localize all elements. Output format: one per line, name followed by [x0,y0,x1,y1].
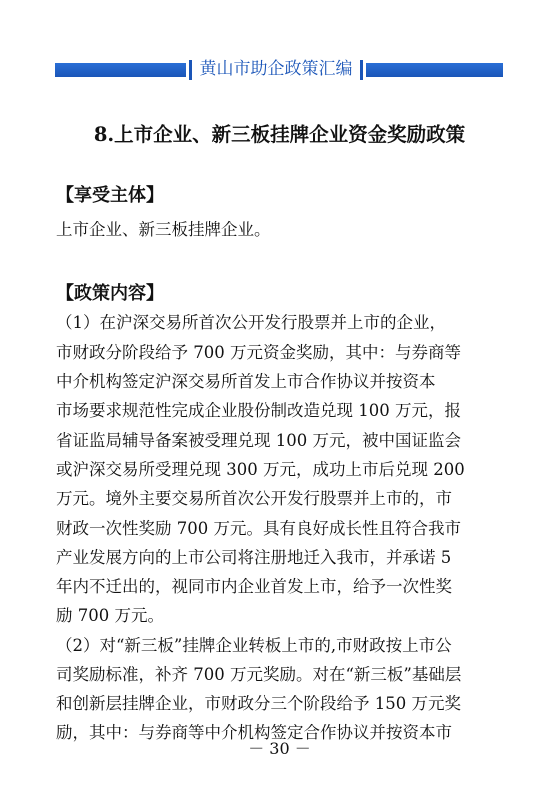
body-line: 或沪深交易所受理兑现 300 万元，成功上市后兑现 200 [56,460,465,479]
body-line: 市财政分阶段给予 700 万元资金奖励，其中：与券商等 [56,343,461,362]
body-line: （2）对“新三板”挂牌企业转板上市的,市财政按上市公 [56,636,452,655]
page-number: － 30 － [248,739,311,758]
section-heading-policy-content: 【政策内容】 [56,283,164,304]
body-line: 年内不迁出的，视同市内企业首发上市，给予一次性奖 [56,577,452,596]
body-line: 省证监局辅导备案被受理兑现 100 万元，被中国证监会 [56,431,461,450]
header-left-mark [189,60,192,80]
body-line: （1）在沪深交易所首次公开发行股票并上市的企业， [56,313,446,332]
body-line: 万元。境外主要交易所首次公开发行股票并上市的，市 [56,489,452,508]
body-line: 励，其中：与券商等中介机构签定合作协议并按资本市 [56,723,452,742]
body-line: 和创新层挂牌企业，市财政分三个阶段给予 150 万元奖 [56,694,461,713]
body-line: 司奖励标准，补齐 700 万元奖励。对在“新三板”基础层 [56,665,462,684]
body-line: 产业发展方向的上市公司将注册地迁入我市，并承诺 5 [56,548,452,567]
section-heading-beneficiary: 【享受主体】 [56,185,164,206]
body-line: 励 700 万元。 [56,606,164,625]
document-title: 8.上市企业、新三板挂牌企业资金奖励政策 [93,123,466,146]
header-title: 黄山市助企政策汇编 [199,59,353,79]
body-line: 市场要求规范性完成企业股份制改造兑现 100 万元，报 [56,401,461,420]
body-line: 中介机构签定沪深交易所首发上市合作协议并按资本 [56,372,436,391]
body-line: 上市企业、新三板挂牌企业。 [56,220,271,239]
header-right-mark [360,60,363,80]
body-line: 财政一次性奖励 700 万元。具有良好成长性且符合我市 [56,519,461,538]
